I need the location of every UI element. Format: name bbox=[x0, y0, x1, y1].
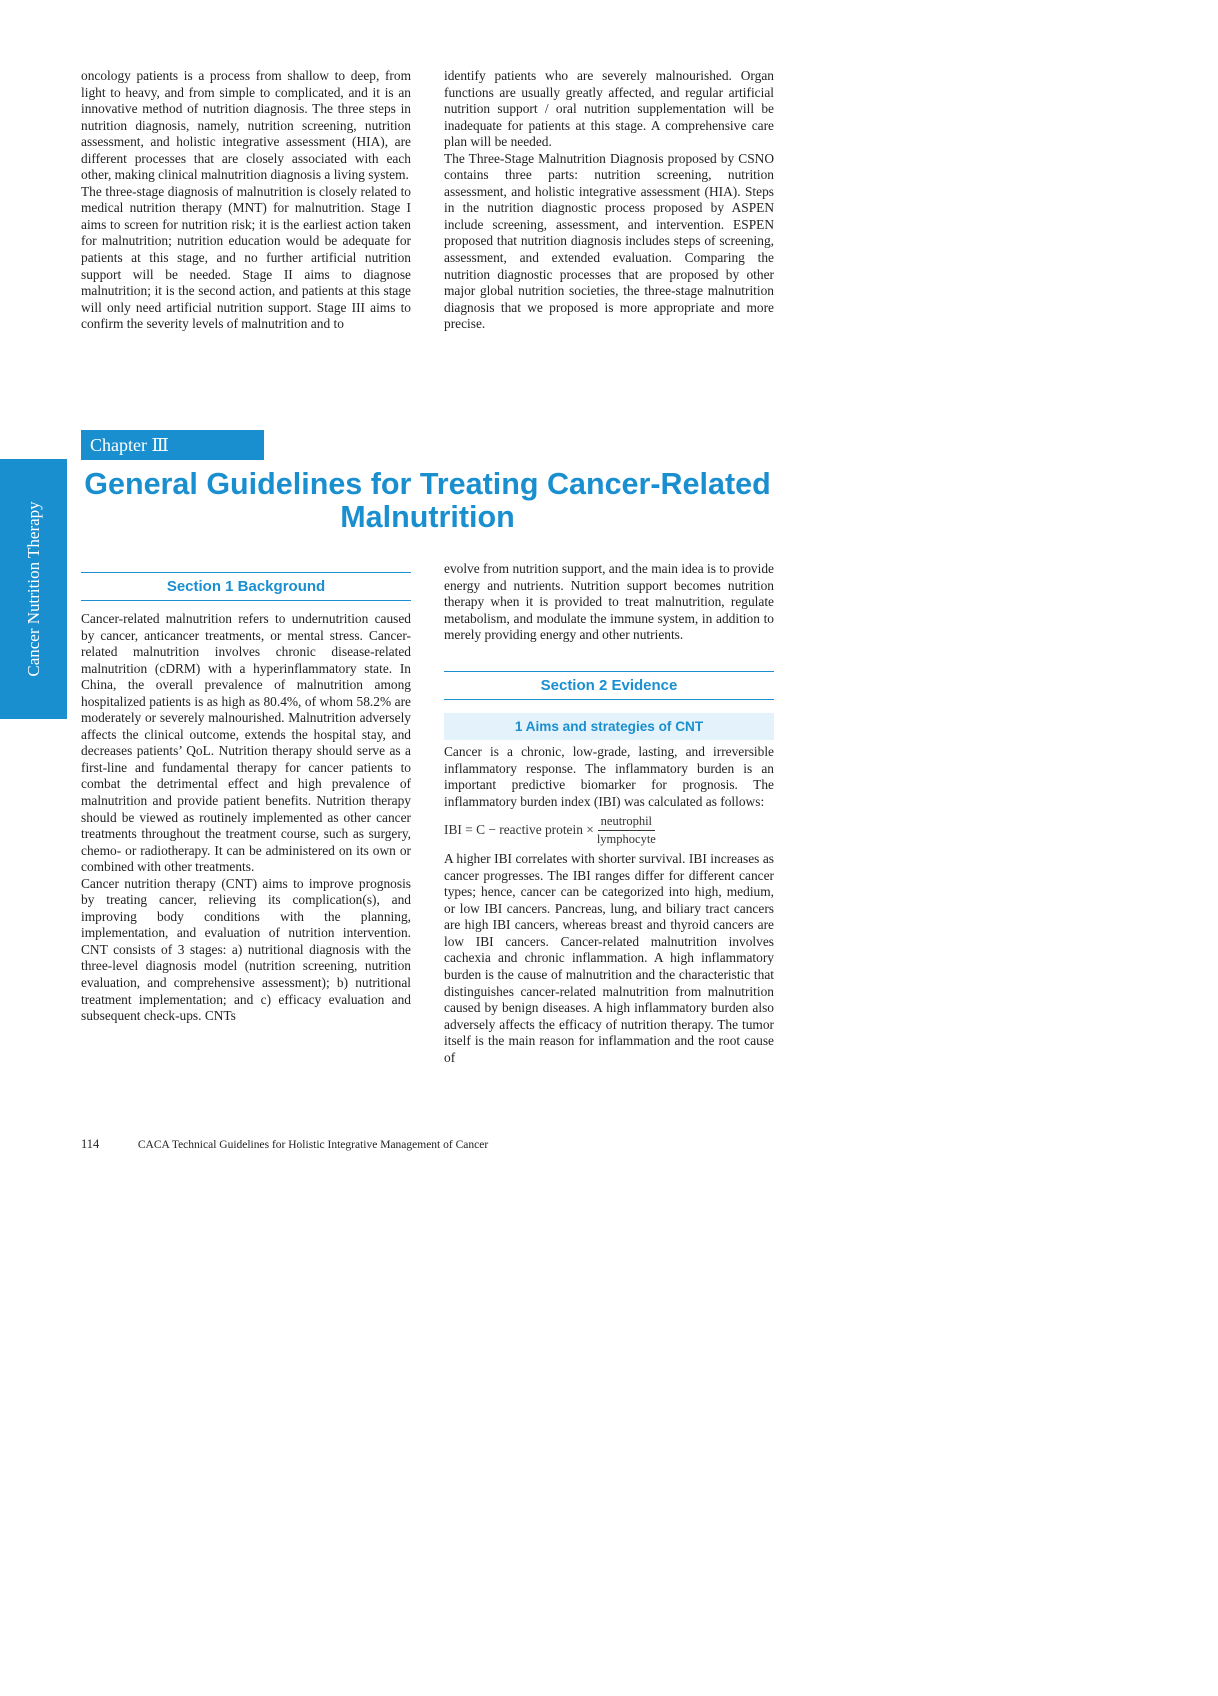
paragraph: oncology patients is a process from shallow to deep, from light to heavy, and from simple to complicated, and it is an innovative method of nutrition diagnosis. The three steps in nutrition diagnosis, namely, nutrition screening, nutrition assessment, and holistic integrative assessment (HIA), are different processes that are closely associated with each other, making clinical malnutrition diagnosis a living system. bbox=[81, 68, 411, 183]
paragraph: The Three-Stage Malnutrition Diagnosis proposed by CSNO contains three parts: nutrition screening, nutrition assessment, and holistic integrative assessment (HIA). Steps in the nutrition diagnostic process proposed by ASPEN include screening, assessment, and intervention. ESPEN proposed that nutrition diagnosis includes steps of screening, assessment, and extended evaluation. Comparing the nutrition diagnostic processes that are proposed by other major global nutrition societies, the three-stage malnutrition diagnosis that we proposed is more appropriate and more precise. bbox=[444, 150, 774, 332]
section-heading-evidence: Section 2 Evidence bbox=[444, 671, 774, 700]
side-tab-label: Cancer Nutrition Therapy bbox=[23, 501, 43, 677]
evidence-column bbox=[444, 744, 774, 1066]
top-right-column bbox=[444, 68, 774, 333]
formula-fraction bbox=[597, 814, 656, 847]
page-number: 114 bbox=[81, 1137, 100, 1151]
section1-continued-column bbox=[444, 561, 774, 644]
paragraph: The three-stage diagnosis of malnutrition is closely related to medical nutrition therapy (MNT) for malnutrition. Stage I aims to screen for nutrition risk; it is the earliest action taken for malnutrition; nutrition education would be adequate for patients at this stage, and no further artificial nutrition support will be needed. Stage II aims to diagnose malnutrition; it is the second action, and patients at this stage will only need artificial nutrition support. Stage III aims to confirm the severity levels of malnutrition and to bbox=[81, 183, 411, 332]
subsection-heading: 1 Aims and strategies of CNT bbox=[444, 713, 774, 740]
ibi-formula bbox=[444, 811, 774, 849]
side-tab bbox=[0, 459, 67, 719]
page-footer bbox=[81, 1137, 488, 1152]
chapter-title-text: General Guidelines for Treating Cancer-Related Malnutrition bbox=[84, 467, 771, 534]
paragraph: A higher IBI correlates with shorter survival. IBI increases as cancer progresses. The IBI ranges differ for different cancer types; hence, cancer can be categorized into high, medium, or low IBI cancers. Pancreas, lung, and biliary tract cancers are high IBI cancers, whereas breast and thyroid cancers are low IBI cancers. Cancer-related malnutrition involves cachexia and chronic inflammation. A high inflammatory burden is the cause of malnutrition and the characteristic that distinguishes cancer-related malnutrition from malnutrition caused by benign diseases. A high inflammatory burden also adversely affects the efficacy of nutrition therapy. The tumor itself is the main reason for inflammation and the root cause of bbox=[444, 851, 774, 1065]
paragraph: evolve from nutrition support, and the main idea is to provide energy and nutrients. Nutrition support becomes nutrition therapy when it is provided to treat malnutrition, regulate metabolism, and modulate the immune system, in addition to merely providing energy and other nutrients. bbox=[444, 561, 774, 643]
formula-numerator: neutrophil bbox=[598, 814, 655, 831]
formula-denominator: lymphocyte bbox=[596, 831, 656, 846]
chapter-title bbox=[81, 468, 774, 534]
paragraph: identify patients who are severely malnourished. Organ functions are usually greatly affected, and regular artificial nutrition support / oral nutrition supplementation will be inadequate for patients at this stage. A comprehensive care plan will be needed. bbox=[444, 68, 774, 150]
paragraph: Cancer nutrition therapy (CNT) aims to improve prognosis by treating cancer, relieving its complication(s), and improving body conditions with the planning, implementation, and evaluation of nutrition intervention. CNT consists of 3 stages: a) nutritional diagnosis with the three-level diagnosis model (nutrition screening, nutrition evaluation, and comprehensive assessment); b) nutritional treatment implementation; and c) efficacy evaluation and subsequent check-ups. CNTs bbox=[81, 875, 411, 1024]
chapter-label: Chapter Ⅲ bbox=[81, 430, 264, 460]
section-heading-background: Section 1 Background bbox=[81, 572, 411, 601]
book-title: CACA Technical Guidelines for Holistic Integrative Management of Cancer bbox=[137, 1139, 489, 1151]
paragraph: Cancer is a chronic, low-grade, lasting, and irreversible inflammatory response. The inflammatory burden is an important predictive biomarker for prognosis. The inflammatory burden index (IBI) was calculated as follows: bbox=[444, 744, 774, 809]
formula-lhs: IBI = C − reactive protein × bbox=[444, 821, 594, 837]
section1-column bbox=[81, 611, 411, 1025]
top-left-column bbox=[81, 68, 411, 333]
paragraph: Cancer-related malnutrition refers to undernutrition caused by cancer, anticancer treatments, or mental stress. Cancer-related malnutrition involves chronic disease-related malnutrition (cDRM) with a hyperinflammatory state. In China, the overall prevalence of malnutrition among hospitalized patients is as high as 80.4%, of whom 58.2% are moderately or severely malnourished. Malnutrition adversely affects the clinical outcome, extends the hospital stay, and decreases patients’ QoL. Nutrition therapy should serve as a first-line and fundamental therapy for cancer patients to combat the detrimental effect and high prevalence of malnutrition and provide patient benefits. Nutrition therapy should be viewed as routinely implemented as other cancer treatments throughout the treatment course, such as surgery, chemo- or radiotherapy. It can be administered on its own or combined with other treatments. bbox=[81, 611, 411, 875]
